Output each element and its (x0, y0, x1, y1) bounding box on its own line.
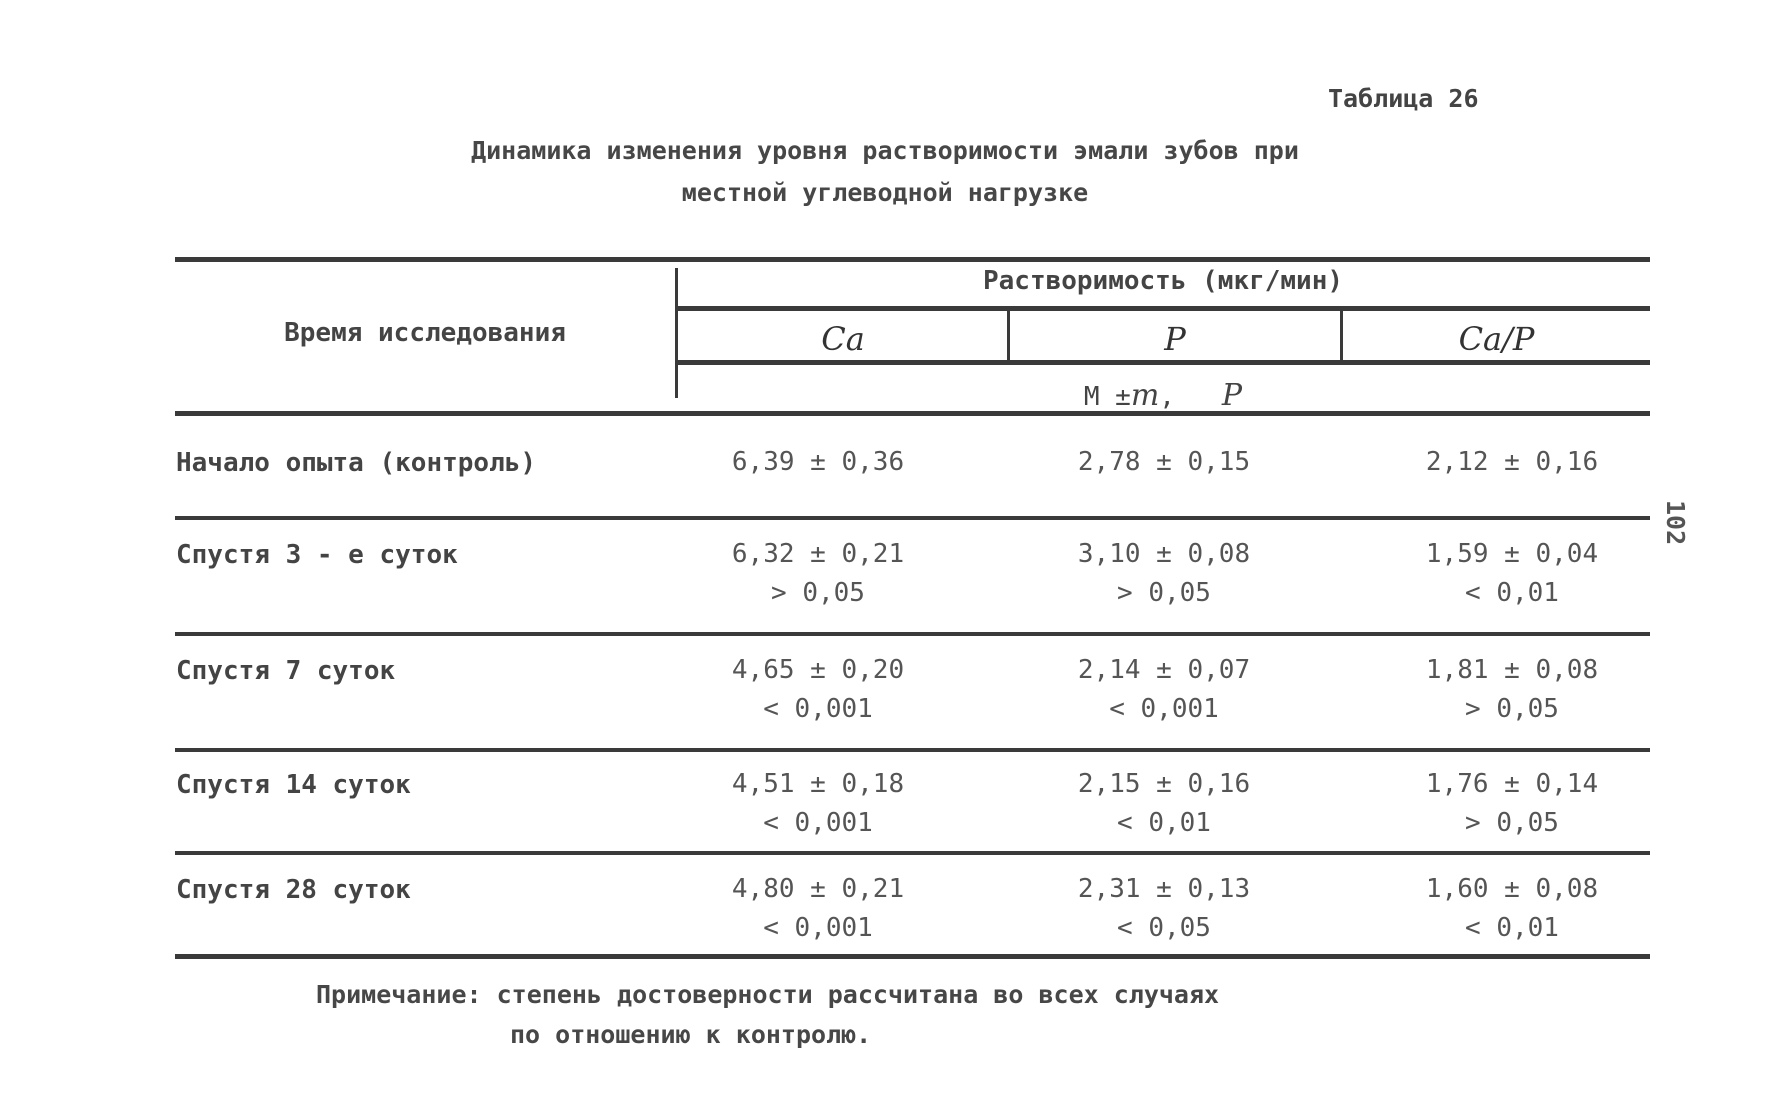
table-caption-line-2: местной углеводной нагрузке (681, 178, 1089, 207)
cell-p-p-level: < 0,05 (1117, 913, 1211, 943)
header-sub-rule-2 (676, 360, 1650, 365)
page-number: 102 (1661, 500, 1690, 546)
row-label-control: Начало опыта (контроль) (176, 448, 537, 478)
cell-ca-p-level: > 0,05 (771, 578, 865, 608)
cell-p-value: 2,15 ± 0,16 (1077, 769, 1251, 799)
cell-ca-p-value: 1,76 ± 0,14 (1425, 769, 1599, 799)
header-time: Время исследования (284, 318, 566, 348)
stat-prefix: M ± (1083, 382, 1131, 412)
cell-ca-p-level: < 0,001 (763, 694, 873, 724)
cell-p-p-level: < 0,01 (1117, 808, 1211, 838)
cell-p-p-level: < 0,001 (1109, 694, 1219, 724)
cell-ca-p-p-level: > 0,05 (1465, 808, 1559, 838)
stat-p: P (1221, 378, 1243, 413)
row-label-day-7: Спустя 7 суток (176, 656, 396, 686)
cell-ca-p-level: < 0,001 (763, 913, 873, 943)
header-col-p: P (1164, 320, 1186, 358)
cell-p-value: 3,10 ± 0,08 (1077, 539, 1251, 569)
table-note-line-2: по отношению к контролю. (510, 1020, 872, 1049)
cell-p-p-level: > 0,05 (1117, 578, 1211, 608)
cell-p-value: 2,31 ± 0,13 (1077, 874, 1251, 904)
row-divider (175, 516, 1650, 520)
row-label-day-14: Спустя 14 суток (176, 770, 411, 800)
table-caption-line-1: Динамика изменения уровня растворимости эмали зубов при (471, 136, 1299, 165)
table-note-line-1: Примечание: степень достоверности рассчитана во всех случаях (316, 980, 1220, 1009)
cell-ca-value: 4,51 ± 0,18 (731, 769, 905, 799)
cell-p-value: 2,14 ± 0,07 (1077, 655, 1251, 685)
cell-ca-value: 6,32 ± 0,21 (731, 539, 905, 569)
row-label-day-28: Спустя 28 суток (176, 875, 411, 905)
header-col-ca: Ca (821, 320, 865, 358)
table-number: Таблица 26 (1328, 84, 1479, 113)
stat-m: m (1130, 378, 1160, 413)
header-statistic: M ±m, P (1083, 378, 1243, 413)
table-bottom-rule (175, 954, 1650, 959)
cell-ca-p-value: 1,59 ± 0,04 (1425, 539, 1599, 569)
cell-ca-p-p-level: < 0,01 (1465, 913, 1559, 943)
header-sub-rule-1 (676, 306, 1650, 311)
row-label-day-3: Спустя 3 - е суток (176, 540, 458, 570)
header-col-ca-p: Ca/P (1458, 320, 1535, 358)
cell-ca-p-p-level: > 0,05 (1465, 694, 1559, 724)
cell-ca-p-p-level: < 0,01 (1465, 578, 1559, 608)
cell-ca-p-value: 1,60 ± 0,08 (1425, 874, 1599, 904)
row-divider (175, 851, 1650, 855)
cell-ca-p-level: < 0,001 (763, 808, 873, 838)
cell-ca-p-value: 2,12 ± 0,16 (1425, 447, 1599, 477)
row-divider (175, 632, 1650, 636)
cell-ca-value: 4,65 ± 0,20 (731, 655, 905, 685)
cell-ca-value: 6,39 ± 0,36 (731, 447, 905, 477)
header-solubility: Растворимость (мкг/мин) (982, 266, 1344, 296)
table-top-rule (175, 257, 1650, 262)
row-divider (175, 748, 1650, 752)
cell-p-value: 2,78 ± 0,15 (1077, 447, 1251, 477)
cell-ca-value: 4,80 ± 0,21 (731, 874, 905, 904)
cell-ca-p-value: 1,81 ± 0,08 (1425, 655, 1599, 685)
